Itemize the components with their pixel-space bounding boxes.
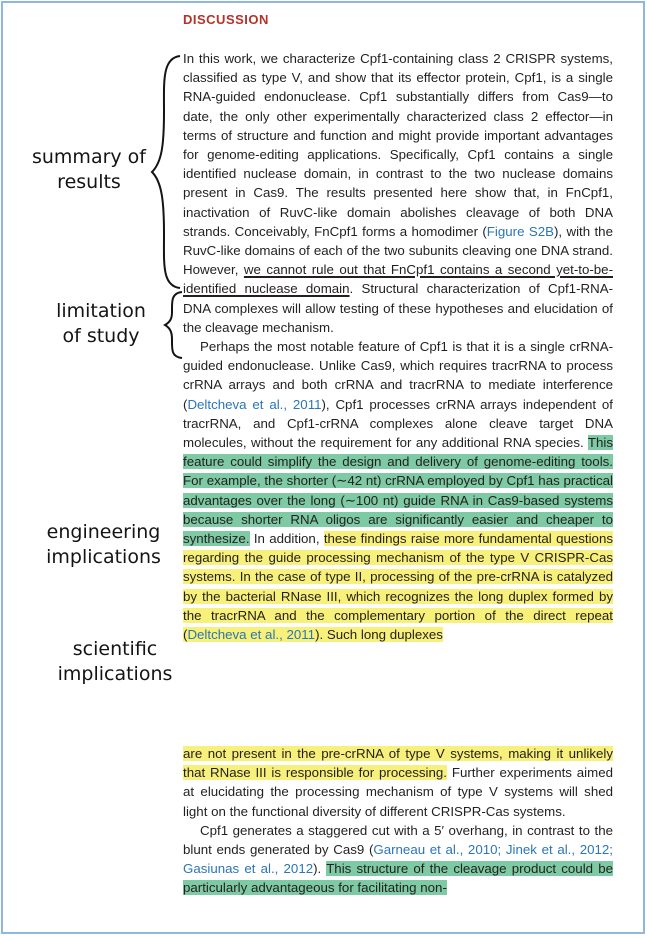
note-summary-of-results: summary of results xyxy=(31,146,146,193)
section-heading: DISCUSSION xyxy=(183,12,269,27)
summary-brace-icon xyxy=(148,52,184,292)
citation-link[interactable]: Garneau et al., 2010; Jinek et al., 2012; Gasiunas et al., 2012 xyxy=(183,842,613,877)
discussion-text-lower xyxy=(183,744,613,898)
paragraph-continuation: are not present in the pre-crRNA of type V systems, making it unlikely that RNase III is responsible for processing. Further experiments aimed at elucidating the processing mechanism of type V systems will shed light on the functional diversity of different CRISPR-Cas systems. xyxy=(183,746,613,819)
note-engineering-implications: engineering implications xyxy=(46,521,161,568)
underlined-limitation: we cannot rule out that FnCpf1 contains a second yet-to-be-identified nuclease domain xyxy=(183,262,614,297)
paragraph-notable-feature: Perhaps the most notable feature of Cpf1 is that it is a single crRNA-guided endonuclease. Unlike Cas9, which requires tracrRNA to process crRNA arrays and both crRNA and tracrRNA to mediate interference (Deltcheva et al., 2011), Cpf1 processes crRNA arrays independent of tracrRNA, and Cpf1-crRNA complexes alone cleave target DNA molecules, without the requirement for any additional RNA species. This feature could simplify the design and delivery of genome-editing tools. For example, the shorter (∼42 nt) crRNA employed by Cpf1 has practical advantages over the long (∼100 nt) guide RNA in Cas9-based systems because shorter RNA oligos are significantly easier and cheaper to synthesize. In addition, these findings raise more fundamental questions regarding the guide processing mechanism of the type V CRISPR-Cas systems. In the case of type II, processing of the pre-crRNA is catalyzed by the bacterial RNase III, which recognizes the long duplex formed by the tracrRNA and the complementary portion of the direct repeat (Deltcheva et al., 2011). Such long duplexes xyxy=(183,339,613,643)
green-highlight-engineering: This feature could simplify the design and delivery of genome-editing tools. For example, the shorter (∼42 nt) crRNA employed by Cpf1 has practical advantages over the long (∼100 nt) guide RNA in Cas9-based systems because shorter RNA oligos are significantly easier and cheaper to synthesize. xyxy=(183,435,613,547)
green-highlight-structure: This structure of the cleavage product could be particularly advantageous for facilitating non- xyxy=(183,861,614,896)
citation-link[interactable]: Deltcheva et al., 2011 xyxy=(187,396,322,412)
paragraph-staggered-cut: Cpf1 generates a staggered cut with a 5′ overhang, in contrast to the blunt ends generated by Cas9 (Garneau et al., 2010; Jinek et al., 2012; Gasiunas et al., 2012). This structure of the cleavage product could be particularly advantageous for facilitating non- xyxy=(183,822,614,896)
limitation-brace-icon xyxy=(162,288,186,362)
note-limitation-of-study: limitation of study xyxy=(56,300,146,347)
yellow-highlight-scientific: these findings raise more fundamental questions regarding the guide processing mechanism of the type V CRISPR-Cas systems. In the case of type II, processing of the pre-crRNA is catalyzed by the bacterial RNase III, which recognizes the long duplex formed by the tracrRNA and the complementary portion of the direct repeat (Deltcheva et al., 2011). Such long duplexes xyxy=(183,531,613,643)
discussion-text-upper xyxy=(183,49,613,644)
paragraph-summary: In this work, we characterize Cpf1-containing class 2 CRISPR systems, classified as type V, and show that its effector protein, Cpf1, is a single RNA-guided endonuclease. Cpf1 substantially differs from Cas9—to date, the only other experimentally characterized class 2 effector—in terms of structure and function and might provide important advantages for genome-editing applications. Specifically, Cpf1 contains a single identified nuclease domain, in contrast to the two nuclease domains present in Cas9. The results presented here show that, in FnCpf1, inactivation of RuvC-like domain abolishes cleavage of both DNA strands. Conceivably, FnCpf1 forms a homodimer (Figure S2B), with the RuvC-like domains of each of the two subunits cleaving one DNA strand. However, we cannot rule out that FnCpf1 contains a second yet-to-be-identified nuclease domain. Structural characterization of Cpf1-RNA-DNA complexes will allow testing of these hypotheses and elucidation of the cleavage mechanism. xyxy=(183,51,614,335)
citation-link[interactable]: Deltcheva et al., 2011 xyxy=(187,627,316,643)
figure-reference-link[interactable]: Figure S2B xyxy=(486,223,554,239)
note-scientific-implications: scientific implications xyxy=(57,638,173,685)
yellow-highlight-continued: are not present in the pre-crRNA of type V systems, making it unlikely that RNase III is responsible for processing. xyxy=(183,746,613,781)
